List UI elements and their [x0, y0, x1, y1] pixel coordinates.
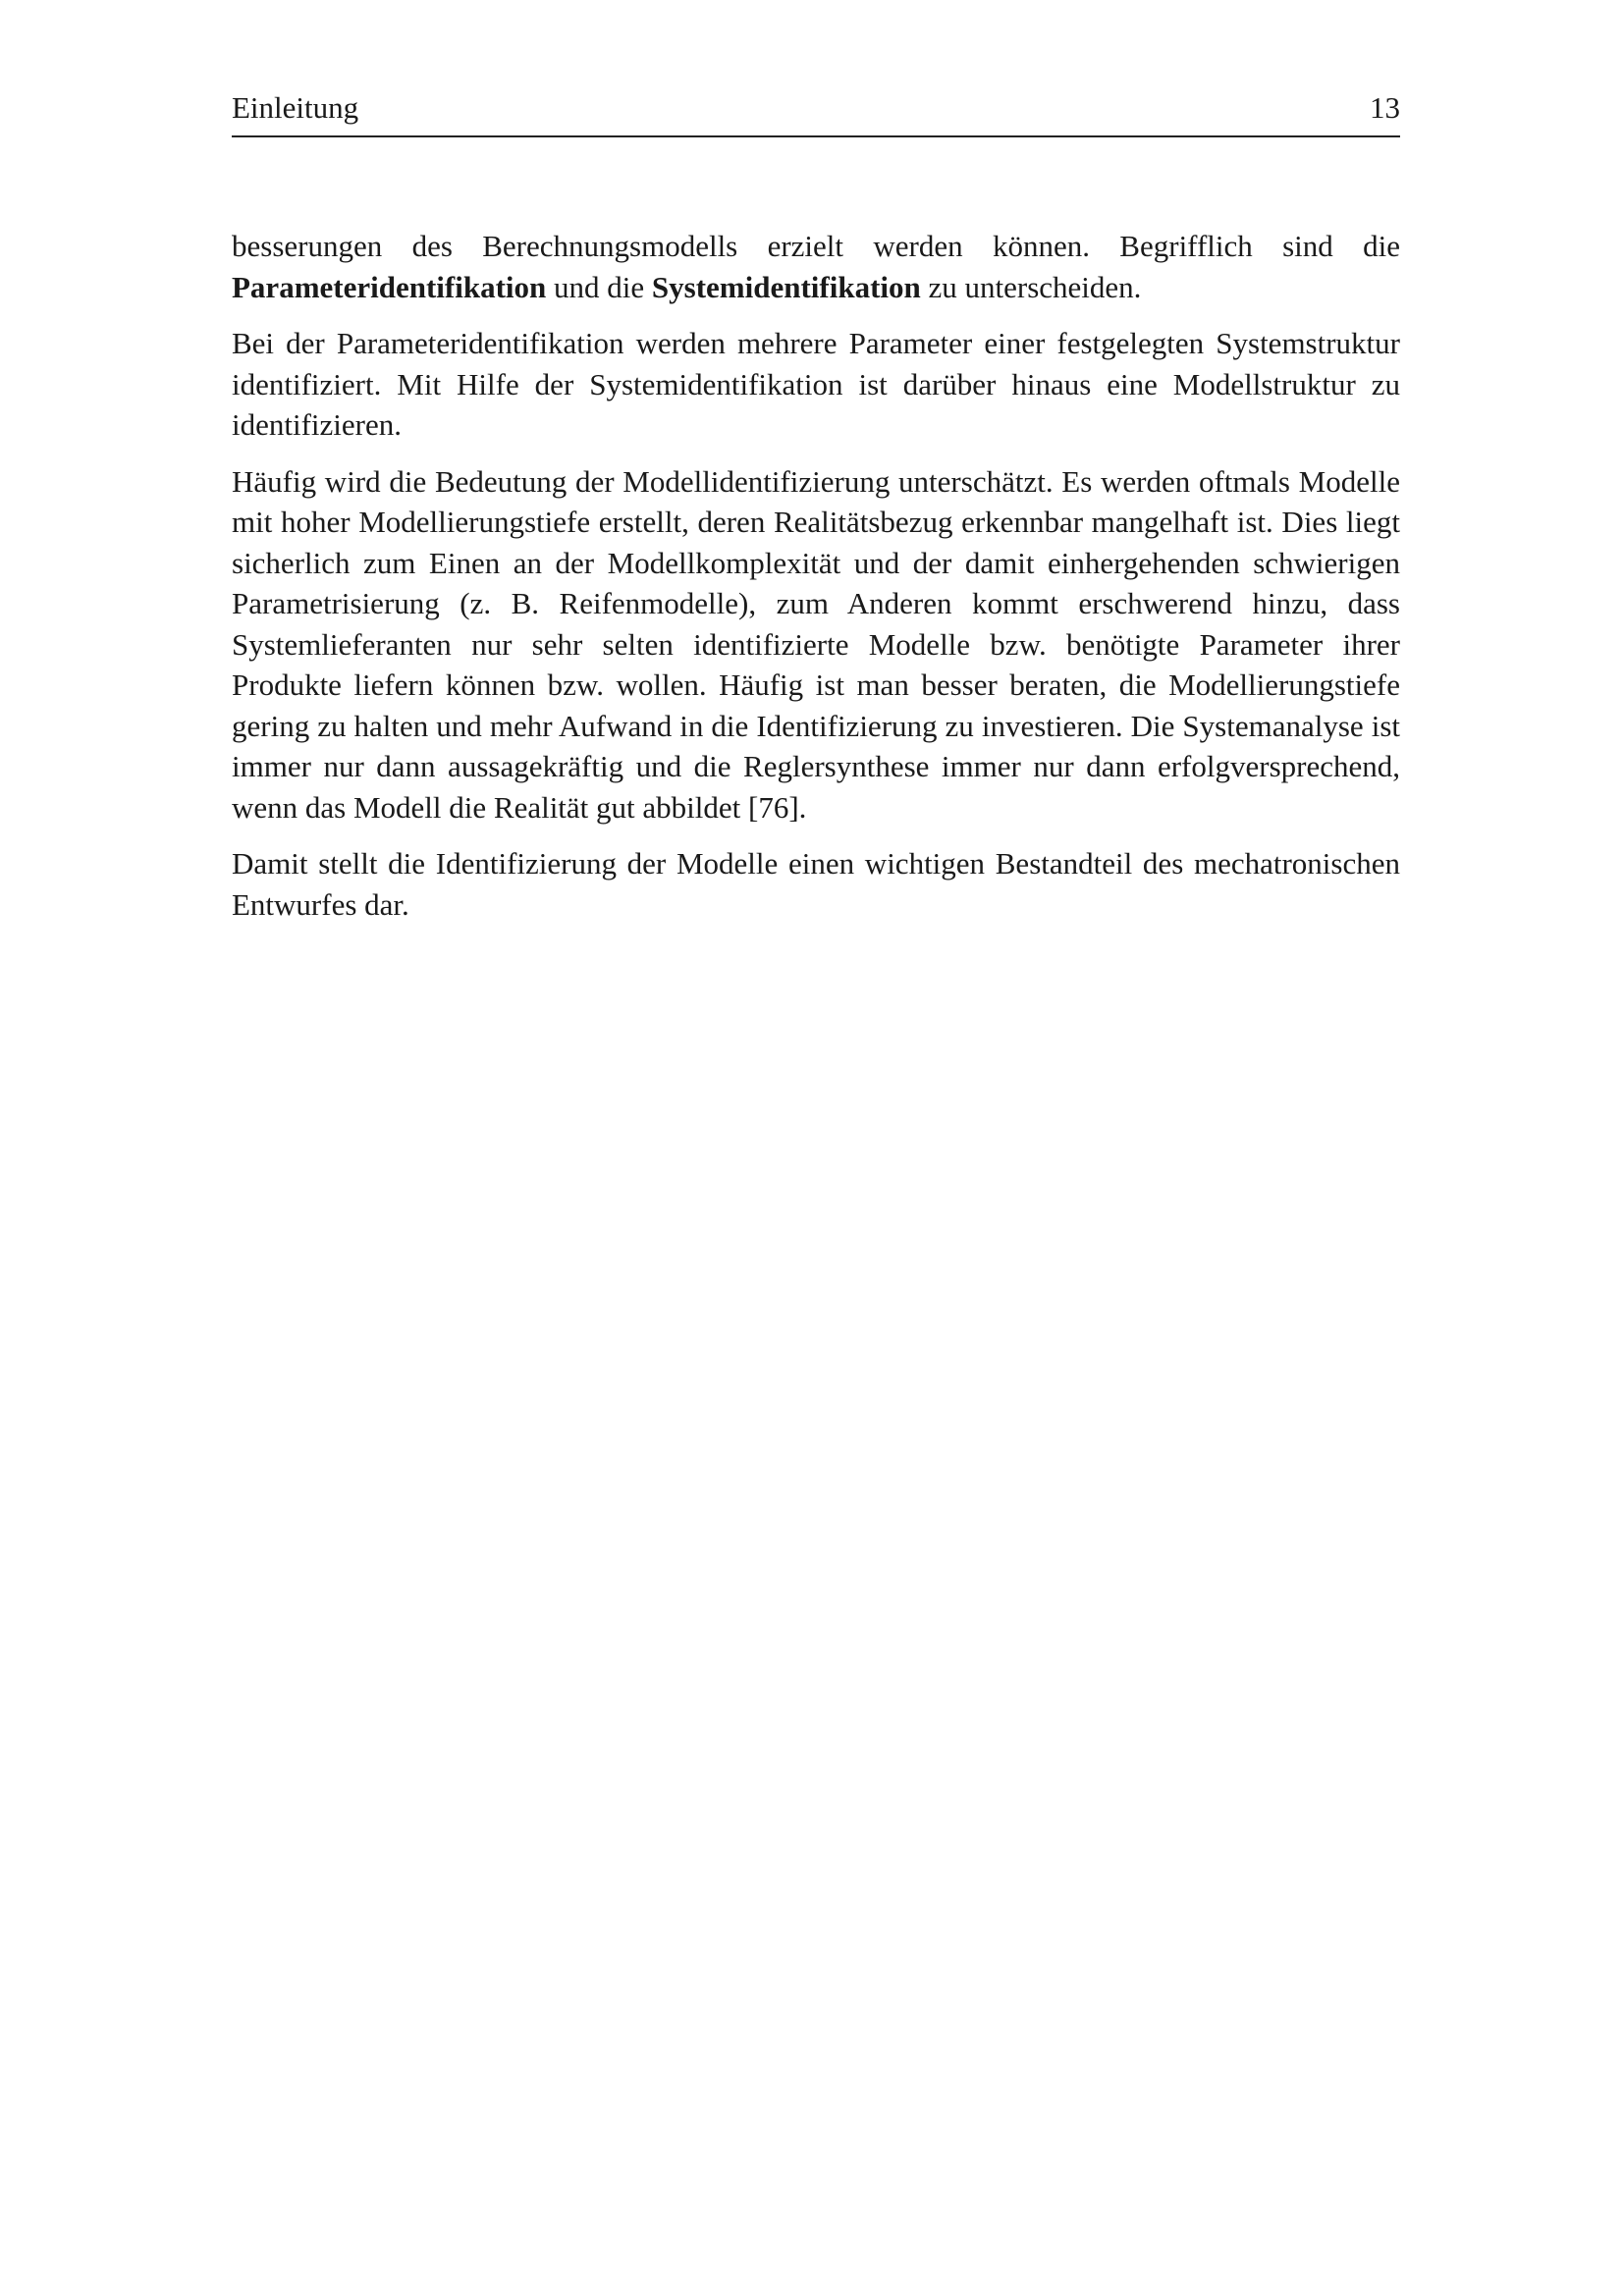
- running-header: [232, 90, 1400, 137]
- body-text: [232, 226, 1400, 940]
- paragraph-1: [232, 226, 1400, 307]
- header-title: Einleitung: [232, 90, 359, 125]
- paragraph-1-text-a: besserungen des Berechnungsmodells erzielt werden können. Begrifflich sind die: [232, 229, 1400, 263]
- term-parameteridentifikation: Parameteridentifikation: [232, 269, 547, 304]
- paragraph-4: Damit stellt die Identifizierung der Modelle einen wichtigen Bestandteil des mechatronischen Entwurfes dar.: [232, 846, 1400, 922]
- paragraph-3: Häufig wird die Bedeutung der Modellidentifizierung unterschätzt. Es werden oftmals Modelle mit hoher Modellierungstiefe erstellt, deren Realitätsbezug erkennbar mangelhaft ist. Dies liegt sicherlich zum Einen an der Modellkomplexität und der damit einhergehenden schwierigen Parametrisierung (z. B. Reifenmodelle), zum Anderen kommt erschwerend hinzu, dass Systemlieferanten nur sehr selten identifizierte Modelle bzw. benötigte Parameter ihrer Produkte liefern können bzw. wollen. Häufig ist man besser beraten, die Modellierungstiefe gering zu halten und mehr Aufwand in die Identifizierung zu investieren. Die Systemanalyse ist immer nur dann aussagekräftig und die Reglersynthese immer nur dann erfolgversprechend, wenn das Modell die Realität gut abbildet [76].: [232, 463, 1400, 825]
- term-systemidentifikation: Systemidentifikation: [651, 269, 921, 304]
- page-number: 13: [1370, 90, 1400, 125]
- paragraph-2: Bei der Parameteridentifikation werden mehrere Parameter einer festgelegten Systemstruktur identifiziert. Mit Hilfe der Systemidentifikation ist darüber hinaus eine Modellstruktur zu identifizieren.: [232, 326, 1400, 442]
- paragraph-1-text-b: und die: [546, 269, 652, 304]
- paragraph-1-text-c: zu unterscheiden.: [920, 269, 1142, 304]
